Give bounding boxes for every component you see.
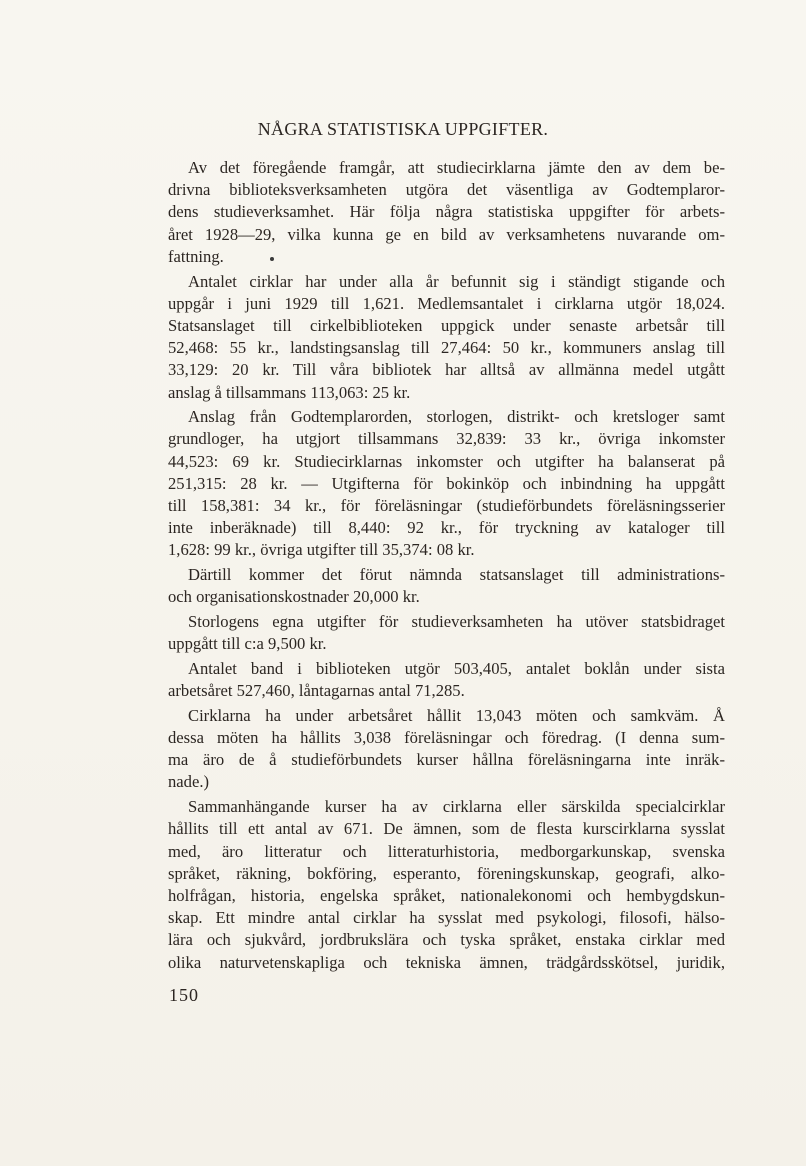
body-text bbox=[168, 157, 725, 976]
text-line: språket, räkning, bokföring, esperanto, föreningskunskap, geografi, alko- bbox=[168, 863, 725, 883]
text-line: ma äro de å studieförbundets kurser hållna föreläsningarna inte inräk- bbox=[168, 750, 725, 770]
paragraph-7 bbox=[168, 705, 725, 794]
text-line: hållits till ett antal av 671. De ämnen, som de flesta kurscirklarna sysslat bbox=[168, 819, 725, 839]
text-line: dens studieverksamhet. Här följa några statistiska uppgifter för arbets- bbox=[168, 202, 725, 222]
text-line: skap. Ett mindre antal cirklar ha sysslat med psykologi, filosofi, hälso- bbox=[168, 908, 725, 928]
text-line: 52,468: 55 kr., landstingsanslag till 27,464: 50 kr., kommuners anslag till bbox=[168, 338, 725, 358]
text-line: Storlogens egna utgifter för studieverksamheten ha utöver statsbidraget bbox=[188, 612, 725, 632]
text-line: inte inberäknade) till 8,440: 92 kr., för tryckning av kataloger till bbox=[168, 518, 725, 538]
text-line: holfrågan, historia, engelska språket, nationalekonomi och hembygdskun- bbox=[168, 886, 725, 905]
text-line: Antalet cirklar har under alla år befunnit sig i ständigt stigande och bbox=[188, 271, 725, 291]
text-line: uppgår i juni 1929 till 1,621. Medlemsantalet i cirklarna utgör 18,024. bbox=[168, 293, 725, 313]
text-line: nade.) bbox=[168, 772, 209, 792]
paragraph-5 bbox=[168, 611, 725, 655]
text-line: grundloger, ha utgjort tillsammans 32,839: 33 kr., övriga inkomster bbox=[168, 429, 725, 449]
text-line: 44,523: 69 kr. Studiecirklarnas inkomster och utgifter ha balanserat på bbox=[168, 451, 725, 471]
text-line: året 1928—29, vilka kunna ge en bild av verksamhetens nuvarande om- bbox=[168, 224, 725, 244]
ink-speck bbox=[270, 257, 274, 261]
paragraph-8 bbox=[168, 796, 725, 974]
text-line: 33,129: 20 kr. Till våra bibliotek har alltså av allmänna medel utgått bbox=[168, 360, 725, 380]
text-line: Cirklarna ha under arbetsåret hållit 13,043 möten och samkväm. Å bbox=[188, 705, 725, 725]
paragraph-1 bbox=[168, 157, 725, 268]
text-line: uppgått till c:a 9,500 kr. bbox=[168, 634, 327, 654]
text-line: lära och sjukvård, jordbrukslära och tyska språket, enstaka cirklar med bbox=[168, 930, 725, 950]
text-line: Statsanslaget till cirkelbiblioteken uppgick under senaste arbetsår till bbox=[168, 315, 725, 335]
text-line: 251,315: 28 kr. — Utgifterna för bokinköp och inbindning ha uppgått bbox=[168, 473, 725, 493]
paragraph-2 bbox=[168, 271, 725, 404]
text-line: 1,628: 99 kr., övriga utgifter till 35,374: 08 kr. bbox=[168, 540, 475, 560]
paragraph-3 bbox=[168, 406, 725, 561]
paragraph-6 bbox=[168, 658, 725, 702]
paragraph-4 bbox=[168, 564, 725, 608]
text-line: till 158,381: 34 kr., för föreläsningar (studieförbundets föreläsningsserier bbox=[168, 496, 725, 516]
text-line: med, äro litteratur och litteraturhistoria, medborgarkunskap, svenska bbox=[168, 841, 725, 861]
text-line: Sammanhängande kurser ha av cirklarna eller särskilda specialcirklar bbox=[188, 797, 725, 817]
page-title: NÅGRA STATISTISKA UPPGIFTER. bbox=[257, 119, 549, 139]
text-line: drivna biblioteksverksamheten utgöra det väsentliga av Godtemplaror- bbox=[168, 180, 725, 200]
text-line: Anslag från Godtemplarorden, storlogen, distrikt- och kretsloger samt bbox=[188, 407, 725, 427]
text-line: Antalet band i biblioteken utgör 503,405, antalet boklån under sista bbox=[188, 658, 725, 678]
text-line: och organisationskostnader 20,000 kr. bbox=[168, 587, 420, 607]
text-line: anslag å tillsammans 113,063: 25 kr. bbox=[168, 382, 411, 402]
text-line: arbetsåret 527,460, låntagarnas antal 71,285. bbox=[168, 681, 465, 701]
text-line: olika naturvetenskapliga och tekniska ämnen, trädgårdsskötsel, juridik, bbox=[168, 952, 725, 972]
page-number: 150 bbox=[169, 985, 199, 1005]
text-line: Därtill kommer det förut nämnda statsanslaget till administrations- bbox=[188, 565, 725, 585]
text-line: dessa möten ha hållits 3,038 föreläsningar och föredrag. (I denna sum- bbox=[168, 728, 725, 748]
text-line: Av det föregående framgår, att studiecirklarna jämte den av dem be- bbox=[188, 158, 725, 177]
text-line: fattning. bbox=[168, 246, 224, 266]
